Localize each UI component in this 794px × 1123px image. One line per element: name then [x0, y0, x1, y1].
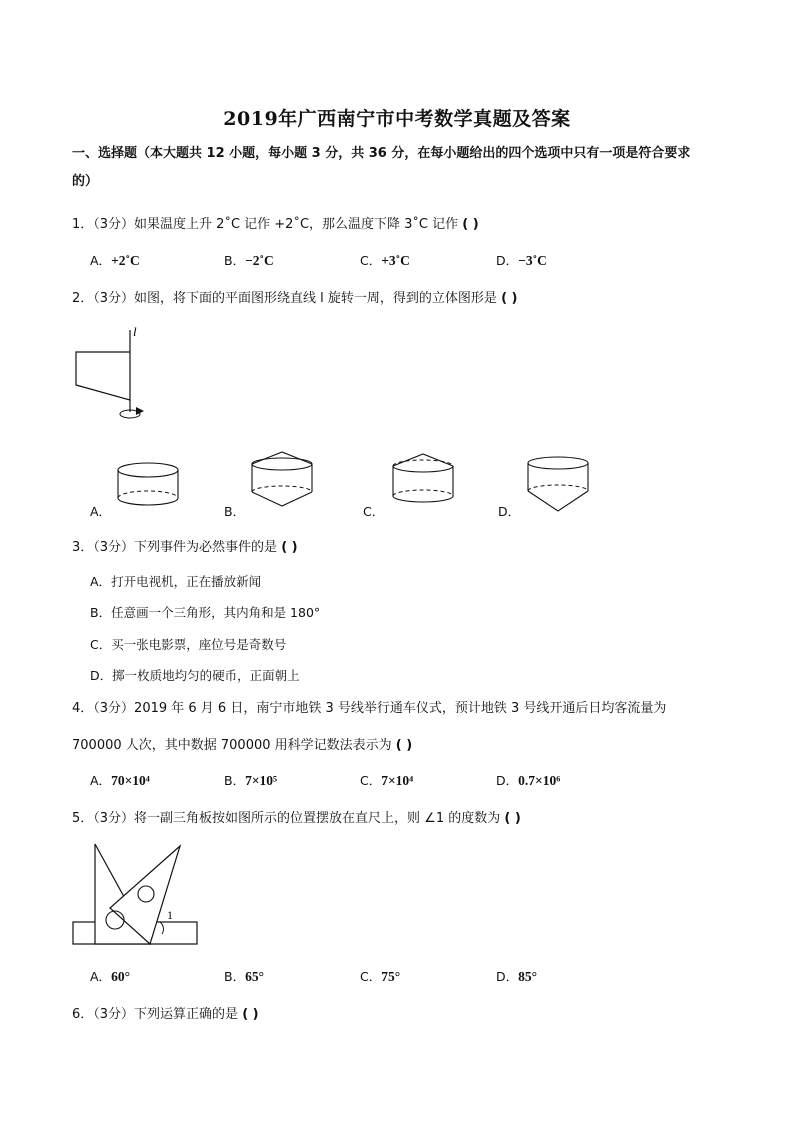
question-1-option-a	[90, 251, 140, 269]
question-2-figure	[70, 322, 160, 432]
angle-1-label: 1	[167, 908, 173, 922]
option-text: 7×10⁵	[245, 773, 278, 788]
question-4-stem-cont	[72, 734, 412, 753]
question-2-answer-blank: ( )	[501, 291, 518, 306]
option-label: D．	[496, 773, 519, 788]
section-heading-line-1: 一、选择题（本大题共 12 小题，每小题 3 分，共 36 分，在每小题给出的四个选项中只有一项是符合要求	[72, 146, 691, 161]
option-label: C．	[360, 969, 382, 984]
option-text: 买一张电影票，座位号是奇数号	[111, 637, 287, 652]
option-text: 7×10⁴	[381, 773, 414, 788]
question-2-option-d-shape	[522, 455, 594, 519]
page-title: 2019年广西南宁市中考数学真题及答案	[223, 108, 571, 130]
question-5-figure	[70, 840, 205, 950]
question-2-option-a-cylinder	[112, 460, 184, 510]
question-4-option-c	[360, 771, 413, 789]
question-6-answer-blank: ( )	[242, 1007, 259, 1022]
question-5-option-b	[224, 967, 264, 985]
option-text: 任意画一个三角形，其内角和是 180°	[111, 605, 321, 620]
option-text: +2˚C	[111, 253, 140, 268]
question-3-answer-blank: ( )	[281, 540, 298, 555]
option-text: 掷一枚质地均匀的硬币，正面朝上	[112, 668, 300, 683]
question-4-text-2: 700000 人次，其中数据 700000 用科学记数法表示为	[72, 738, 392, 753]
option-text: 打开电视机，正在播放新闻	[111, 574, 262, 589]
option-label: D．	[496, 253, 519, 268]
question-1-option-d	[496, 251, 547, 269]
question-3-stem	[72, 536, 298, 555]
question-3-text: 3．（3分）下列事件为必然事件的是	[72, 540, 278, 555]
question-2-option-d-label: D．	[498, 504, 521, 519]
question-4-answer-blank: ( )	[395, 738, 413, 753]
section-heading-line-2: 的）	[72, 174, 99, 189]
option-text: 75°	[381, 969, 401, 984]
question-1-stem	[72, 213, 479, 232]
option-text: +3˚C	[381, 253, 410, 268]
question-1-option-c	[360, 251, 410, 269]
question-2-option-c-shape	[387, 450, 459, 510]
option-label: A．	[90, 969, 112, 984]
question-3-option-a	[90, 572, 261, 590]
question-6-stem	[72, 1003, 259, 1022]
option-text: 85°	[518, 969, 538, 984]
question-3-option-b	[90, 603, 320, 621]
option-label: B．	[224, 253, 246, 268]
option-label: D．	[496, 969, 519, 984]
option-text: −3˚C	[518, 253, 547, 268]
question-4-option-b	[224, 771, 277, 789]
question-4-option-d	[496, 771, 560, 789]
option-label: C．	[360, 253, 382, 268]
option-label: A．	[90, 574, 112, 589]
option-text: −2˚C	[245, 253, 274, 268]
option-label: A．	[90, 773, 112, 788]
option-label: C．	[360, 773, 382, 788]
question-1-text: 1．（3分）如果温度上升 2˚C 记作 +2˚C，那么温度下降 3˚C 记作	[72, 217, 459, 232]
question-5-option-a	[90, 967, 130, 985]
option-label: C．	[90, 637, 112, 652]
question-3-option-c	[90, 635, 286, 653]
axis-label-l: l	[133, 324, 137, 339]
option-label: B．	[224, 969, 246, 984]
section-heading	[72, 140, 732, 196]
question-5-stem	[72, 807, 521, 826]
option-text: 0.7×10⁶	[518, 773, 561, 788]
question-5-option-d	[496, 967, 537, 985]
question-6-text: 6．（3分）下列运算正确的是	[72, 1007, 239, 1022]
question-3-option-d	[90, 666, 300, 684]
question-5-answer-blank: ( )	[504, 811, 521, 826]
question-5-text: 5．（3分）将一副三角板按如图所示的位置摆放在直尺上，则 ∠1 的度数为	[72, 811, 501, 826]
question-2-option-c-label: C．	[363, 504, 385, 519]
option-label: D．	[90, 668, 113, 683]
option-label: A．	[90, 253, 112, 268]
question-1-option-b	[224, 251, 274, 269]
question-2-stem	[72, 287, 517, 306]
question-4-option-a	[90, 771, 150, 789]
question-4-stem: 4．（3分）2019 年 6 月 6 日，南宁市地铁 3 号线举行通车仪式，预计地铁 3 号线开通后日均客流量为	[72, 701, 667, 716]
option-text: 65°	[245, 969, 264, 984]
question-2-option-a-label: A．	[90, 504, 112, 519]
question-1-answer-blank: ( )	[462, 217, 479, 232]
question-2-option-b-label: B．	[224, 504, 246, 519]
question-5-option-c	[360, 967, 400, 985]
option-label: B．	[224, 773, 246, 788]
option-text: 70×10⁴	[111, 773, 150, 788]
question-2-text: 2．（3分）如图，将下面的平面图形绕直线 l 旋转一周，得到的立体图形是	[72, 291, 497, 306]
question-2-option-b-shape	[246, 450, 318, 518]
option-label: B．	[90, 605, 112, 620]
option-text: 60°	[111, 969, 130, 984]
